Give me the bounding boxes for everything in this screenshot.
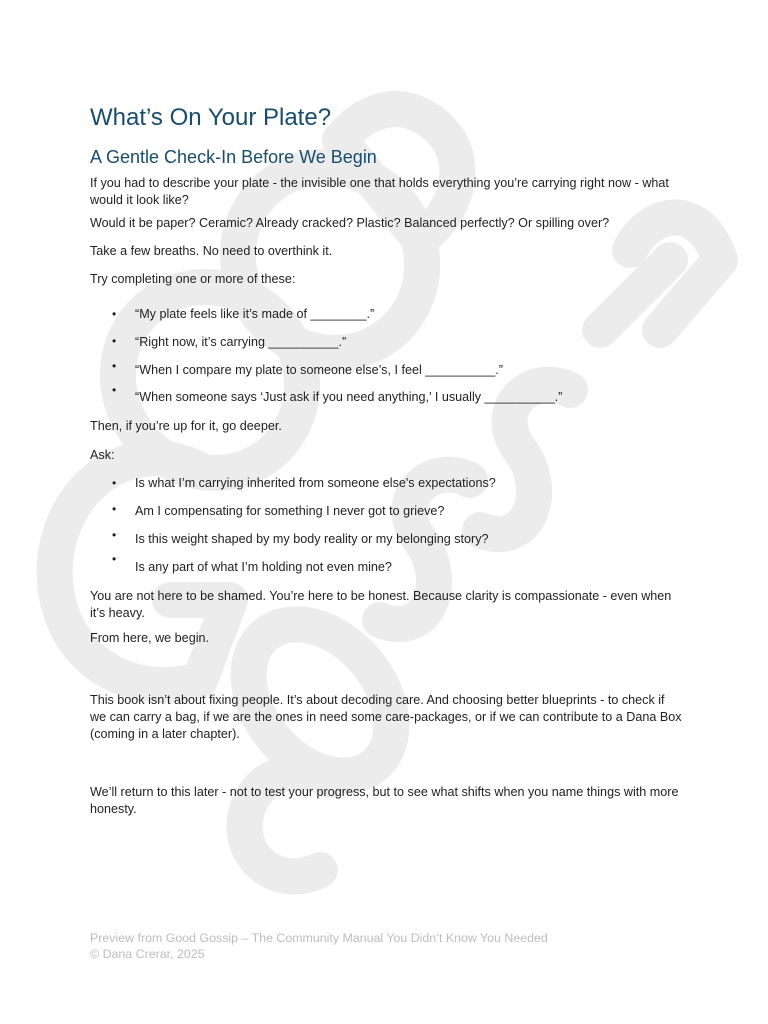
- bullet-icon: •: [112, 359, 117, 373]
- bullet-icon: •: [112, 502, 117, 516]
- bullet-icon: •: [112, 476, 117, 490]
- bullet-icon: •: [112, 528, 117, 542]
- bullet-icon: •: [112, 383, 117, 397]
- breathe-paragraph: Take a few breaths. No need to overthink it.: [90, 244, 333, 258]
- options-paragraph: Would it be paper? Ceramic? Already cracked? Plastic? Balanced perfectly? Or spilling over?: [90, 216, 610, 230]
- begin-paragraph: From here, we begin.: [90, 631, 209, 645]
- bullet-icon: •: [112, 307, 117, 321]
- prompt-item: “Right now, it’s carrying __________.”: [135, 335, 347, 349]
- try-paragraph: Try completing one or more of these:: [90, 272, 296, 286]
- page-subtitle: A Gentle Check-In Before We Begin: [90, 147, 377, 167]
- return-paragraph: We’ll return to this later - not to test your progress, but to see what shifts when you name things with more honesty.: [90, 785, 679, 816]
- book-paragraph: This book isn’t about fixing people. It’s about decoding care. And choosing better blueprints - to check if we can carry a bag, if we are the ones in need some care-packages, or if we can contribute to a Dana Box (coming in a later chapter).: [90, 693, 682, 741]
- question-item: Am I compensating for something I never got to grieve?: [135, 504, 445, 518]
- watermark-letter-o1: [80, 249, 340, 510]
- footer-preview-line: Preview from Good Gossip – The Community Manual You Didn’t Know You Needed: [90, 931, 548, 945]
- intro-paragraph: If you had to describe your plate - the invisible one that holds everything you’re carrying right now - what would it look like?: [90, 176, 669, 207]
- bullet-icon: •: [112, 334, 117, 348]
- deeper-paragraph: Then, if you’re up for it, go deeper.: [90, 419, 282, 433]
- question-item: Is any part of what I’m holding not even mine?: [135, 560, 392, 574]
- prompt-item: “When someone says ‘Just ask if you need anything,’ I usually __________.”: [135, 390, 563, 404]
- question-item: Is this weight shaped by my body reality or my belonging story?: [135, 532, 489, 546]
- bullet-icon: •: [112, 552, 117, 566]
- watermark-letter-o2: [200, 129, 460, 390]
- prompt-item: “When I compare my plate to someone else’s, I feel __________.”: [135, 363, 503, 377]
- footer-copyright: © Dana Crerar, 2025: [90, 947, 205, 961]
- honest-paragraph: You are not here to be shamed. You’re here to be honest. Because clarity is compassionate - even when it’s heavy.: [90, 589, 672, 620]
- page-title: What’s On Your Plate?: [90, 104, 332, 131]
- question-item: Is what I’m carrying inherited from someone else's expectations?: [135, 476, 496, 490]
- prompt-item: “My plate feels like it’s made of ________.”: [135, 307, 375, 321]
- ask-label: Ask:: [90, 448, 115, 462]
